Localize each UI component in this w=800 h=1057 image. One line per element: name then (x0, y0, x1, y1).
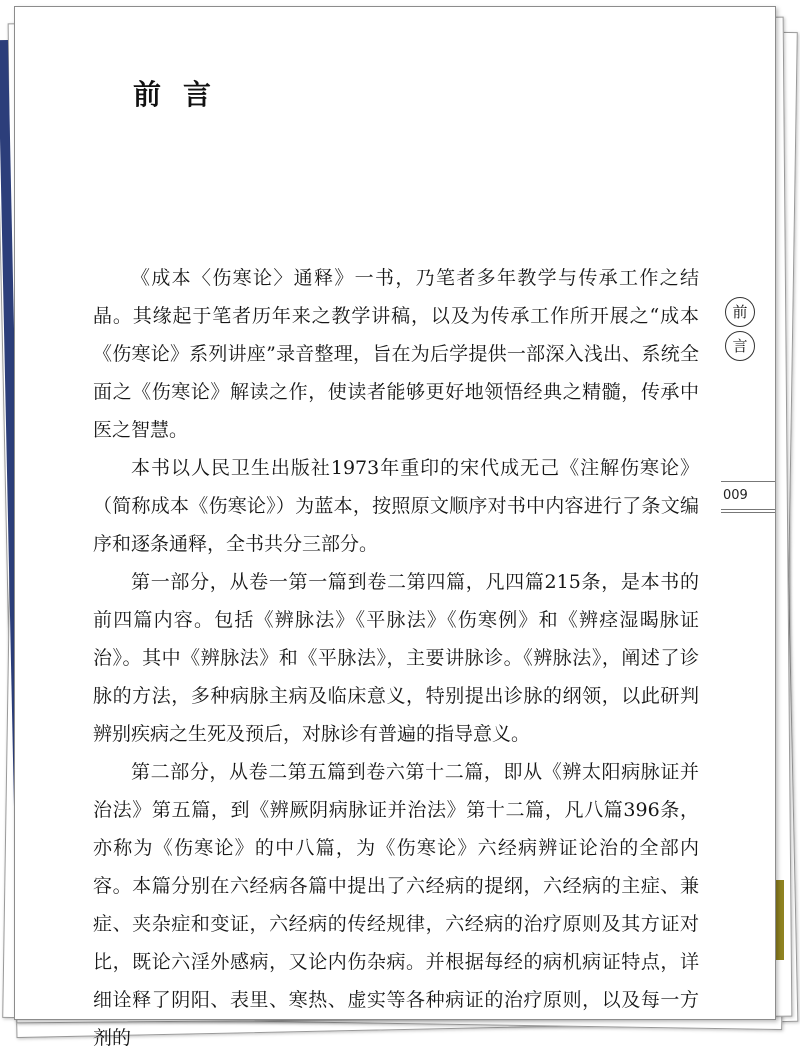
side-tab-char: 言 (725, 331, 755, 361)
paragraph: 《成本〈伤寒论〉通释》一书，乃笔者多年教学与传承工作之结晶。其缘起于笔者历年来之教学讲稿，以及为传承工作所开展之“成本《伤寒论》系列讲座”录音整理，旨在为后学提供一部深入浅出、系统全面之《伤寒论》解读之作，使读者能够更好地领悟经典之精髓，传承中医之智慧。 (93, 267, 699, 441)
divider (721, 509, 775, 510)
divider (721, 481, 775, 482)
side-tab-char: 前 (725, 297, 755, 327)
divider (721, 512, 775, 513)
chapter-title: 前言 (133, 78, 234, 111)
paragraph: 第一部分，从卷一第一篇到卷二第四篇，凡四篇215条，是本书的前四篇内容。包括《辨脉法》《平脉法》《伤寒例》和《辨痉湿暍脉证治》。其中《辨脉法》和《平脉法》，主要讲脉诊。《辨脉法》，阐述了诊脉的方法，多种病脉主病及临床意义，特别提出诊脉的纲领，以此研判辨别疾病之生死及预后，对脉诊有普遍的指导意义。 (93, 571, 699, 745)
page-number-block (721, 479, 775, 515)
page-number: 009 (723, 488, 748, 503)
book-page (14, 6, 776, 1049)
paragraph: 第二部分，从卷二第五篇到卷六第十二篇，即从《辨太阳病脉证并治法》第五篇，到《辨厥阴病脉证并治法》第十二篇，凡八篇396条，亦称为《伤寒论》的中八篇，为《伤寒论》六经病辨证论治的全部内容。本篇分别在六经病各篇中提出了六经病的提纲，六经病的主症、兼症、夹杂症和变证，六经病的传经规律，六经病的治疗原则及其方证对比，既论六淫外感病，又论内伤杂病。并根据每经的病机病证特点，详细诠释了阴阳、表里、寒热、虚实等各种病证的治疗原则，以及每一方剂的 (93, 761, 699, 1049)
paragraph: 本书以人民卫生出版社1973年重印的宋代成无己《注解伤寒论》（简称成本《伤寒论》）为蓝本，按照原文顺序对书中内容进行了条文编序和逐条通释，全书共分三部分。 (93, 457, 699, 555)
side-chapter-tab (725, 297, 761, 365)
body-text (93, 259, 699, 1057)
